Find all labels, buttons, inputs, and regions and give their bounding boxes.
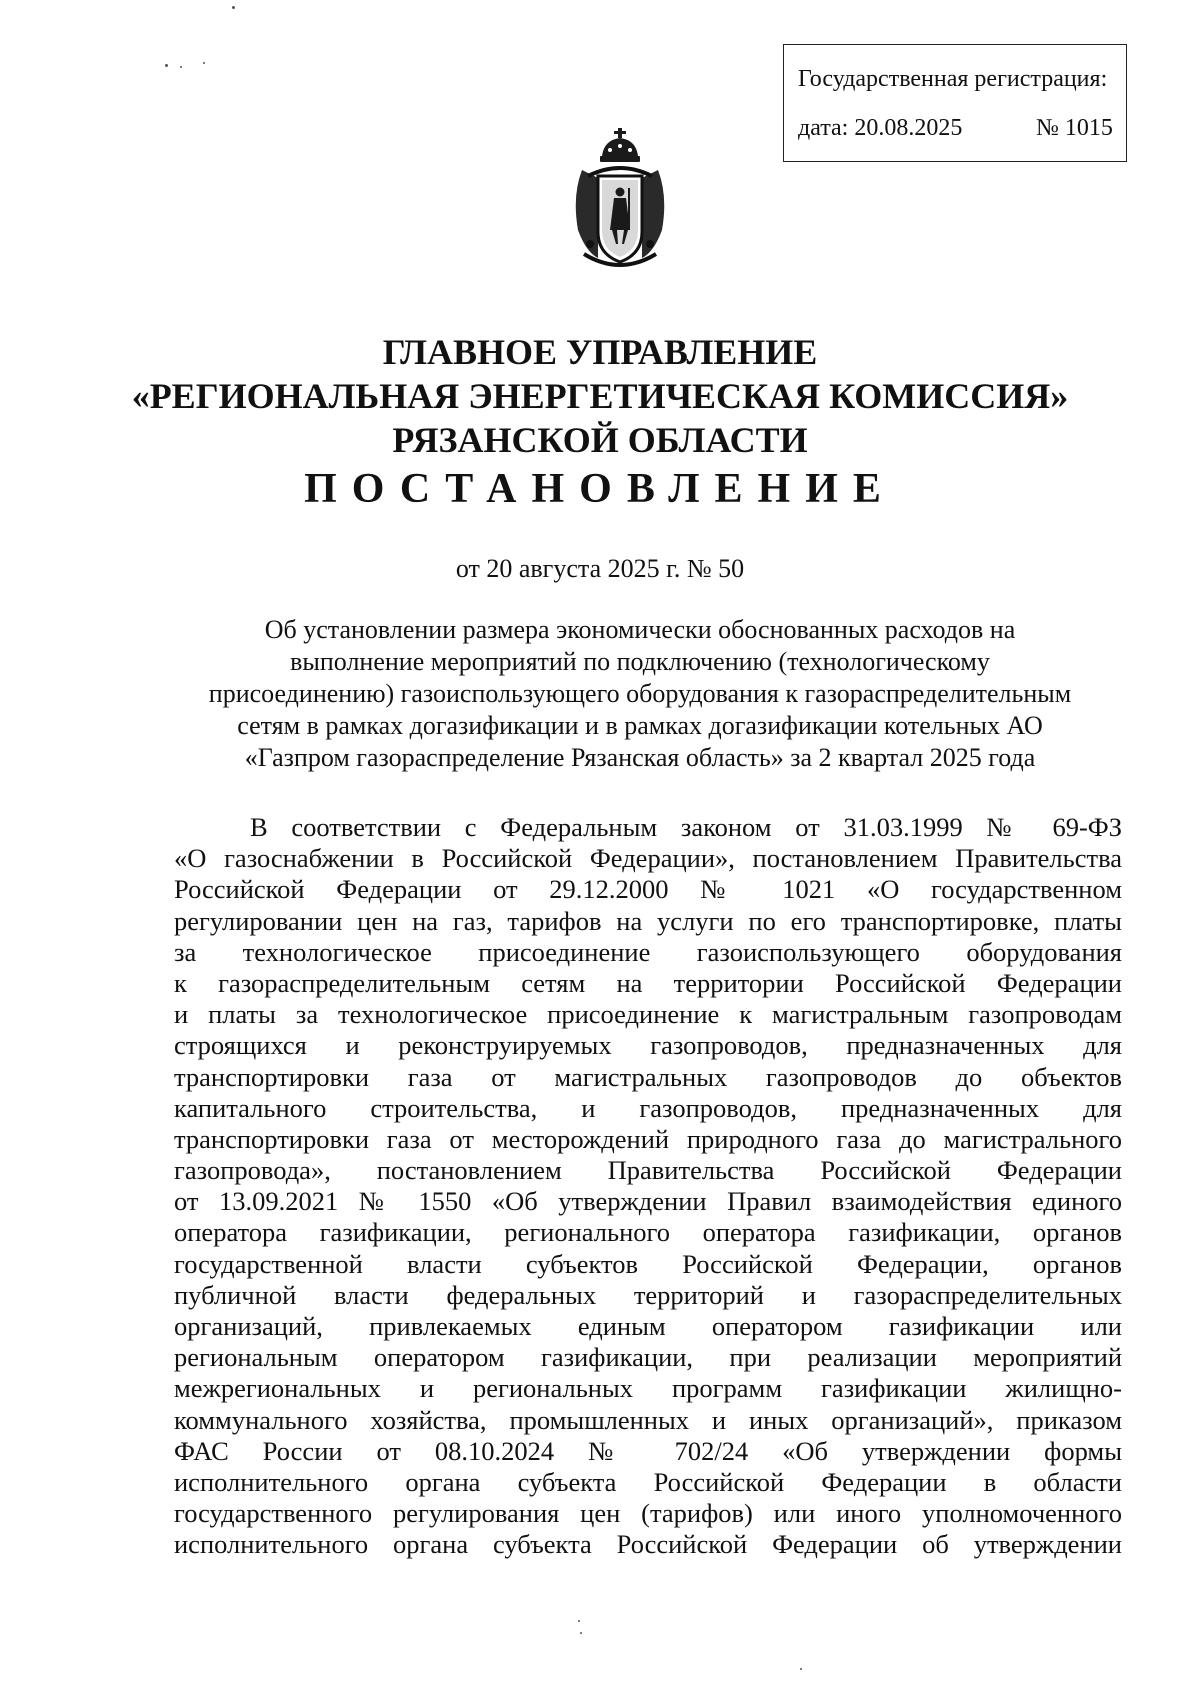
body-line: к газораспределительным сетям на территории Российской Федерации xyxy=(174,967,1122,998)
document-type-heading: ПОСТАНОВЛЕНИЕ xyxy=(304,466,896,512)
body-line: регулировании цен на газ, тарифов на услуги по его транспортировке, платы xyxy=(174,905,1122,936)
registration-number: № 1015 xyxy=(1036,115,1113,141)
body-line: ФАС России от 08.10.2024 № 702/24 «Об утверждении формы xyxy=(174,1435,1122,1466)
body-line: исполнительного органа субъекта Российской Федерации об утверждении xyxy=(174,1529,1122,1560)
scan-speck xyxy=(578,1620,580,1622)
body-line: оператора газификации, регионального оператора газификации, органов xyxy=(174,1217,1122,1248)
registration-title: Государственная регистрация: xyxy=(798,66,1108,92)
issuing-authority xyxy=(100,330,1100,462)
subject-line: сетям в рамках догазификации и в рамках догазификации котельных АО xyxy=(237,711,1043,740)
scan-speck xyxy=(165,64,168,67)
registration-box xyxy=(783,44,1127,162)
body-line: транспортировки газа от месторождений природного газа до магистрального xyxy=(174,1123,1122,1154)
body-line: государственного регулирования цен (тарифов) или иного уполномоченного xyxy=(174,1498,1122,1529)
body-line: газопровода», постановлением Правительства Российской Федерации xyxy=(174,1155,1122,1186)
scan-speck xyxy=(180,66,182,68)
registration-date: дата: 20.08.2025 xyxy=(798,115,963,141)
scan-speck xyxy=(232,6,235,9)
authority-line: «РЕГИОНАЛЬНАЯ ЭНЕРГЕТИЧЕСКАЯ КОМИССИЯ» xyxy=(131,376,1069,416)
body-line: «О газоснабжении в Российской Федерации», постановлением Правительства xyxy=(174,843,1122,874)
document-subject xyxy=(160,614,1120,774)
body-line: капитального строительства, и газопроводов, предназначенных для xyxy=(174,1092,1122,1123)
subject-line: присоединению) газоиспользующего оборудования к газораспределительным xyxy=(208,679,1072,708)
body-line: транспортировки газа от магистральных газопроводов до объектов xyxy=(174,1061,1122,1092)
body-line: и платы за технологическое присоединение к магистральным газопроводам xyxy=(174,999,1122,1030)
document-date-number: от 20 августа 2025 г. № 50 xyxy=(455,554,745,583)
body-line: региональным оператором газификации, при реализации мероприятий xyxy=(174,1342,1122,1373)
authority-line: РЯЗАНСКОЙ ОБЛАСТИ xyxy=(392,420,808,460)
subject-line: «Газпром газораспределение Рязанская область» за 2 квартал 2025 года xyxy=(244,743,1036,772)
body-line: Российской Федерации от 29.12.2000 № 1021 «О государственном xyxy=(174,874,1122,905)
ryazan-coat-of-arms-icon xyxy=(568,126,672,272)
authority-line: ГЛАВНОЕ УПРАВЛЕНИЕ xyxy=(382,332,818,372)
body-line: коммунального хозяйства, промышленных и иных организаций», приказом xyxy=(174,1404,1122,1435)
document-body xyxy=(174,812,1122,1561)
body-line: за технологическое присоединение газоиспользующего оборудования xyxy=(174,936,1122,967)
body-line: строящихся и реконструируемых газопроводов, предназначенных для xyxy=(174,1030,1122,1061)
body-line: от 13.09.2021 № 1550 «Об утверждении Правил взаимодействия единого xyxy=(174,1186,1122,1217)
scan-speck xyxy=(203,62,205,64)
scan-speck xyxy=(800,1668,802,1670)
body-line: исполнительного органа субъекта Российской Федерации в области xyxy=(174,1466,1122,1497)
body-line: межрегиональных и региональных программ газификации жилищно- xyxy=(174,1373,1122,1404)
body-line: В соответствии с Федеральным законом от 31.03.1999 № 69-ФЗ xyxy=(250,812,1122,842)
subject-line: Об установлении размера экономически обоснованных расходов на xyxy=(264,615,1016,644)
body-line: организаций, привлекаемых единым оператором газификации или xyxy=(174,1311,1122,1341)
subject-line: выполнение мероприятий по подключению (технологическому xyxy=(290,647,990,676)
body-line: публичной власти федеральных территорий и газораспределительных xyxy=(174,1279,1122,1310)
scan-speck xyxy=(580,1632,582,1634)
body-line: государственной власти субъектов Российской Федерации, органов xyxy=(174,1248,1122,1279)
